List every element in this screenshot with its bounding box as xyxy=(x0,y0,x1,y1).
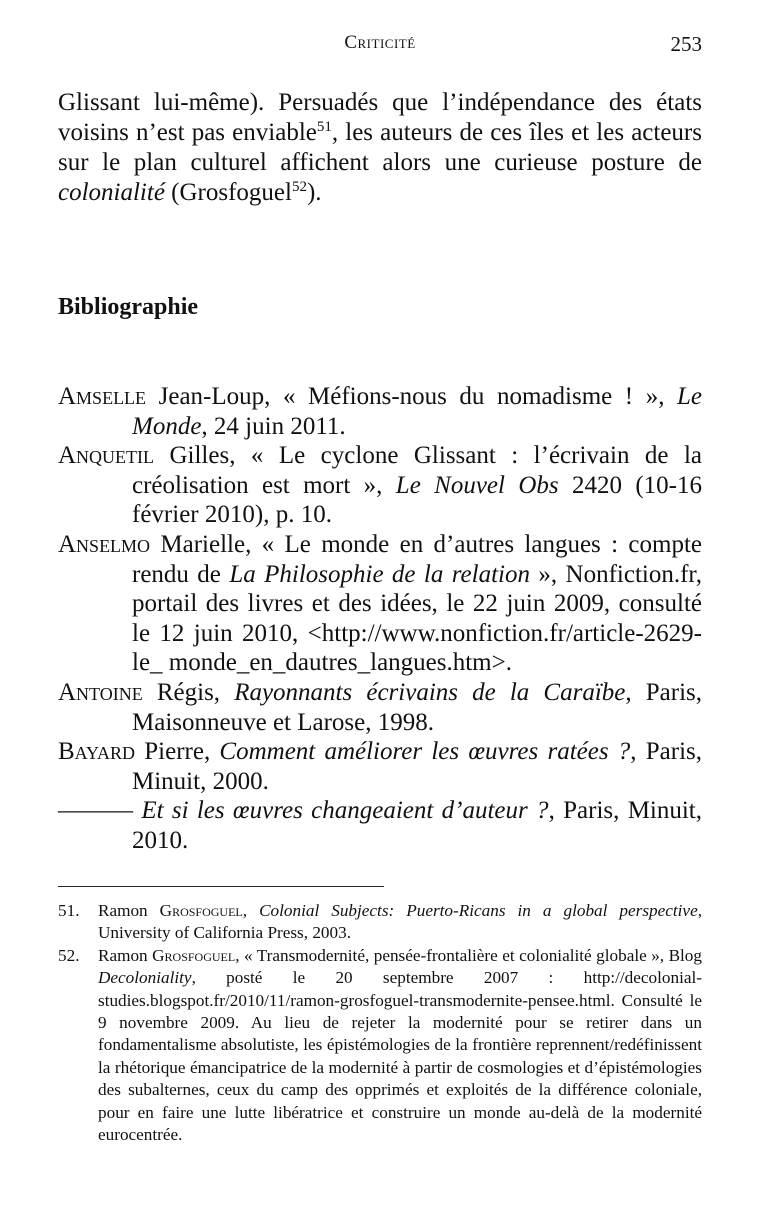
footnote-text: Ramon xyxy=(98,901,160,920)
footnote-text: , University of California Press, 2003. xyxy=(98,901,702,943)
bibliography-entry xyxy=(58,737,702,796)
entry-text: , 24 juin 2011. xyxy=(201,412,346,440)
entry-text: Régis, xyxy=(142,678,235,706)
footnote-separator xyxy=(58,886,384,887)
paragraph-term: colonialité xyxy=(58,179,165,206)
entry-text: Gilles, « Le cyclone Glissant : l’écrivain de la créolisation est mort », xyxy=(132,442,702,499)
footnote-text: , « Transmodernité, pensée-frontalière et colonialité globale », Blog xyxy=(235,945,702,965)
paragraph-text: Glissant lui-même). Persuadés que l’indépendance des états voisins n’est pas enviable xyxy=(58,89,702,146)
entry-title: Et si les œuvres changeaient d’auteur ? xyxy=(141,797,549,825)
section-heading: Bibliographie xyxy=(58,294,199,320)
entry-title: Comment améliorer les œuvres ratées ? xyxy=(219,738,631,766)
bibliography-entry xyxy=(58,441,702,530)
footnote-text: , xyxy=(242,901,260,920)
running-header xyxy=(58,32,702,62)
entry-text: Marielle, « Le monde en d’autres langues : compte rendu de xyxy=(132,530,702,588)
entry-text: , Paris, Minuit, 2000. xyxy=(132,738,702,795)
entry-author: Amselle xyxy=(58,383,147,410)
footnote-author: Grosfoguel xyxy=(152,945,236,965)
footnote-ref-51: 51 xyxy=(316,119,332,135)
entry-text: Pierre, xyxy=(135,738,220,766)
paragraph-text: (Grosfoguel xyxy=(164,179,292,206)
footnote-text: , posté le 20 septembre 2007 : http://decolonial-studies.blogspot.fr/2010/11/ramon-grosfoguel-transmodernite-pensee.html. Consulté le 9 novembre 2009. Au lieu de rejeter la modernité pour se retirer dans un fondamentalisme absolutiste, les épistémologies de la frontière reprennent/redéfinissent la rhétorique émancipatrice de la modernité à partir de cosmologies et d’épistémologies des subalternes, ceux du camp des opprimés et exploités de la différence coloniale, pour en faire une lutte libératrice et construire un monde au-delà de la modernité eurocentrée. xyxy=(98,968,702,1145)
bibliography-list xyxy=(58,382,702,856)
entry-author: Anselmo xyxy=(58,530,151,558)
footnote xyxy=(58,945,702,1147)
footnote-ref-52: 52 xyxy=(291,179,307,195)
entry-title: Le Nouvel Obs xyxy=(395,471,559,499)
entry-author: Bayard xyxy=(58,738,136,766)
entry-text: 2420 (10-16 février 2010), p. 10. xyxy=(132,471,702,529)
footnote-number: 52. xyxy=(58,945,80,965)
entry-title: Rayonnants écrivains de la Caraïbe xyxy=(234,678,626,706)
footnote-text: Ramon xyxy=(98,945,153,965)
footnote-title: Decoloniality xyxy=(98,968,192,988)
bibliography-entry xyxy=(58,796,702,855)
entry-text: , Paris, Maisonneuve et Larose, 1998. xyxy=(132,678,703,736)
entry-text: Jean-Loup, « Méfions-nous du nomadisme ! », xyxy=(146,383,677,410)
bibliography-entry xyxy=(58,530,702,678)
entry-title: Le Monde xyxy=(132,383,702,440)
page-number: 253 xyxy=(670,32,702,56)
entry-title: La Philosophie de la relation xyxy=(229,560,530,588)
bibliography-entry xyxy=(58,678,702,737)
entry-text: , Paris, Minuit, 2010. xyxy=(132,797,703,854)
paragraph-text: , les auteurs de ces îles et les acteurs sur le plan culturel affichent alors une curieuse posture de xyxy=(58,119,702,176)
footnote-title: Colonial Subjects: Puerto-Ricans in a global perspective xyxy=(259,901,698,920)
paragraph-text: ). xyxy=(306,179,322,206)
footnote-author: Grosfoguel xyxy=(159,901,243,920)
entry-author: Anquetil xyxy=(58,442,155,470)
footnote xyxy=(58,900,702,945)
body-paragraph xyxy=(58,88,702,208)
bibliography-entry xyxy=(58,382,702,441)
entry-text: », Nonfiction.fr, portail des livres et des idées, le 22 juin 2009, consulté le 12 juin 2010, <http://www.nonfiction.fr/article-2629-le_ monde_en_dautres_langues.htm>. xyxy=(132,560,702,677)
running-title: Criticité xyxy=(344,32,416,53)
footnote-number: 51. xyxy=(58,901,80,920)
entry-author: Antoine xyxy=(58,678,143,706)
entry-ditto-dash: ——— xyxy=(58,797,133,825)
footnotes-list xyxy=(58,900,702,1146)
